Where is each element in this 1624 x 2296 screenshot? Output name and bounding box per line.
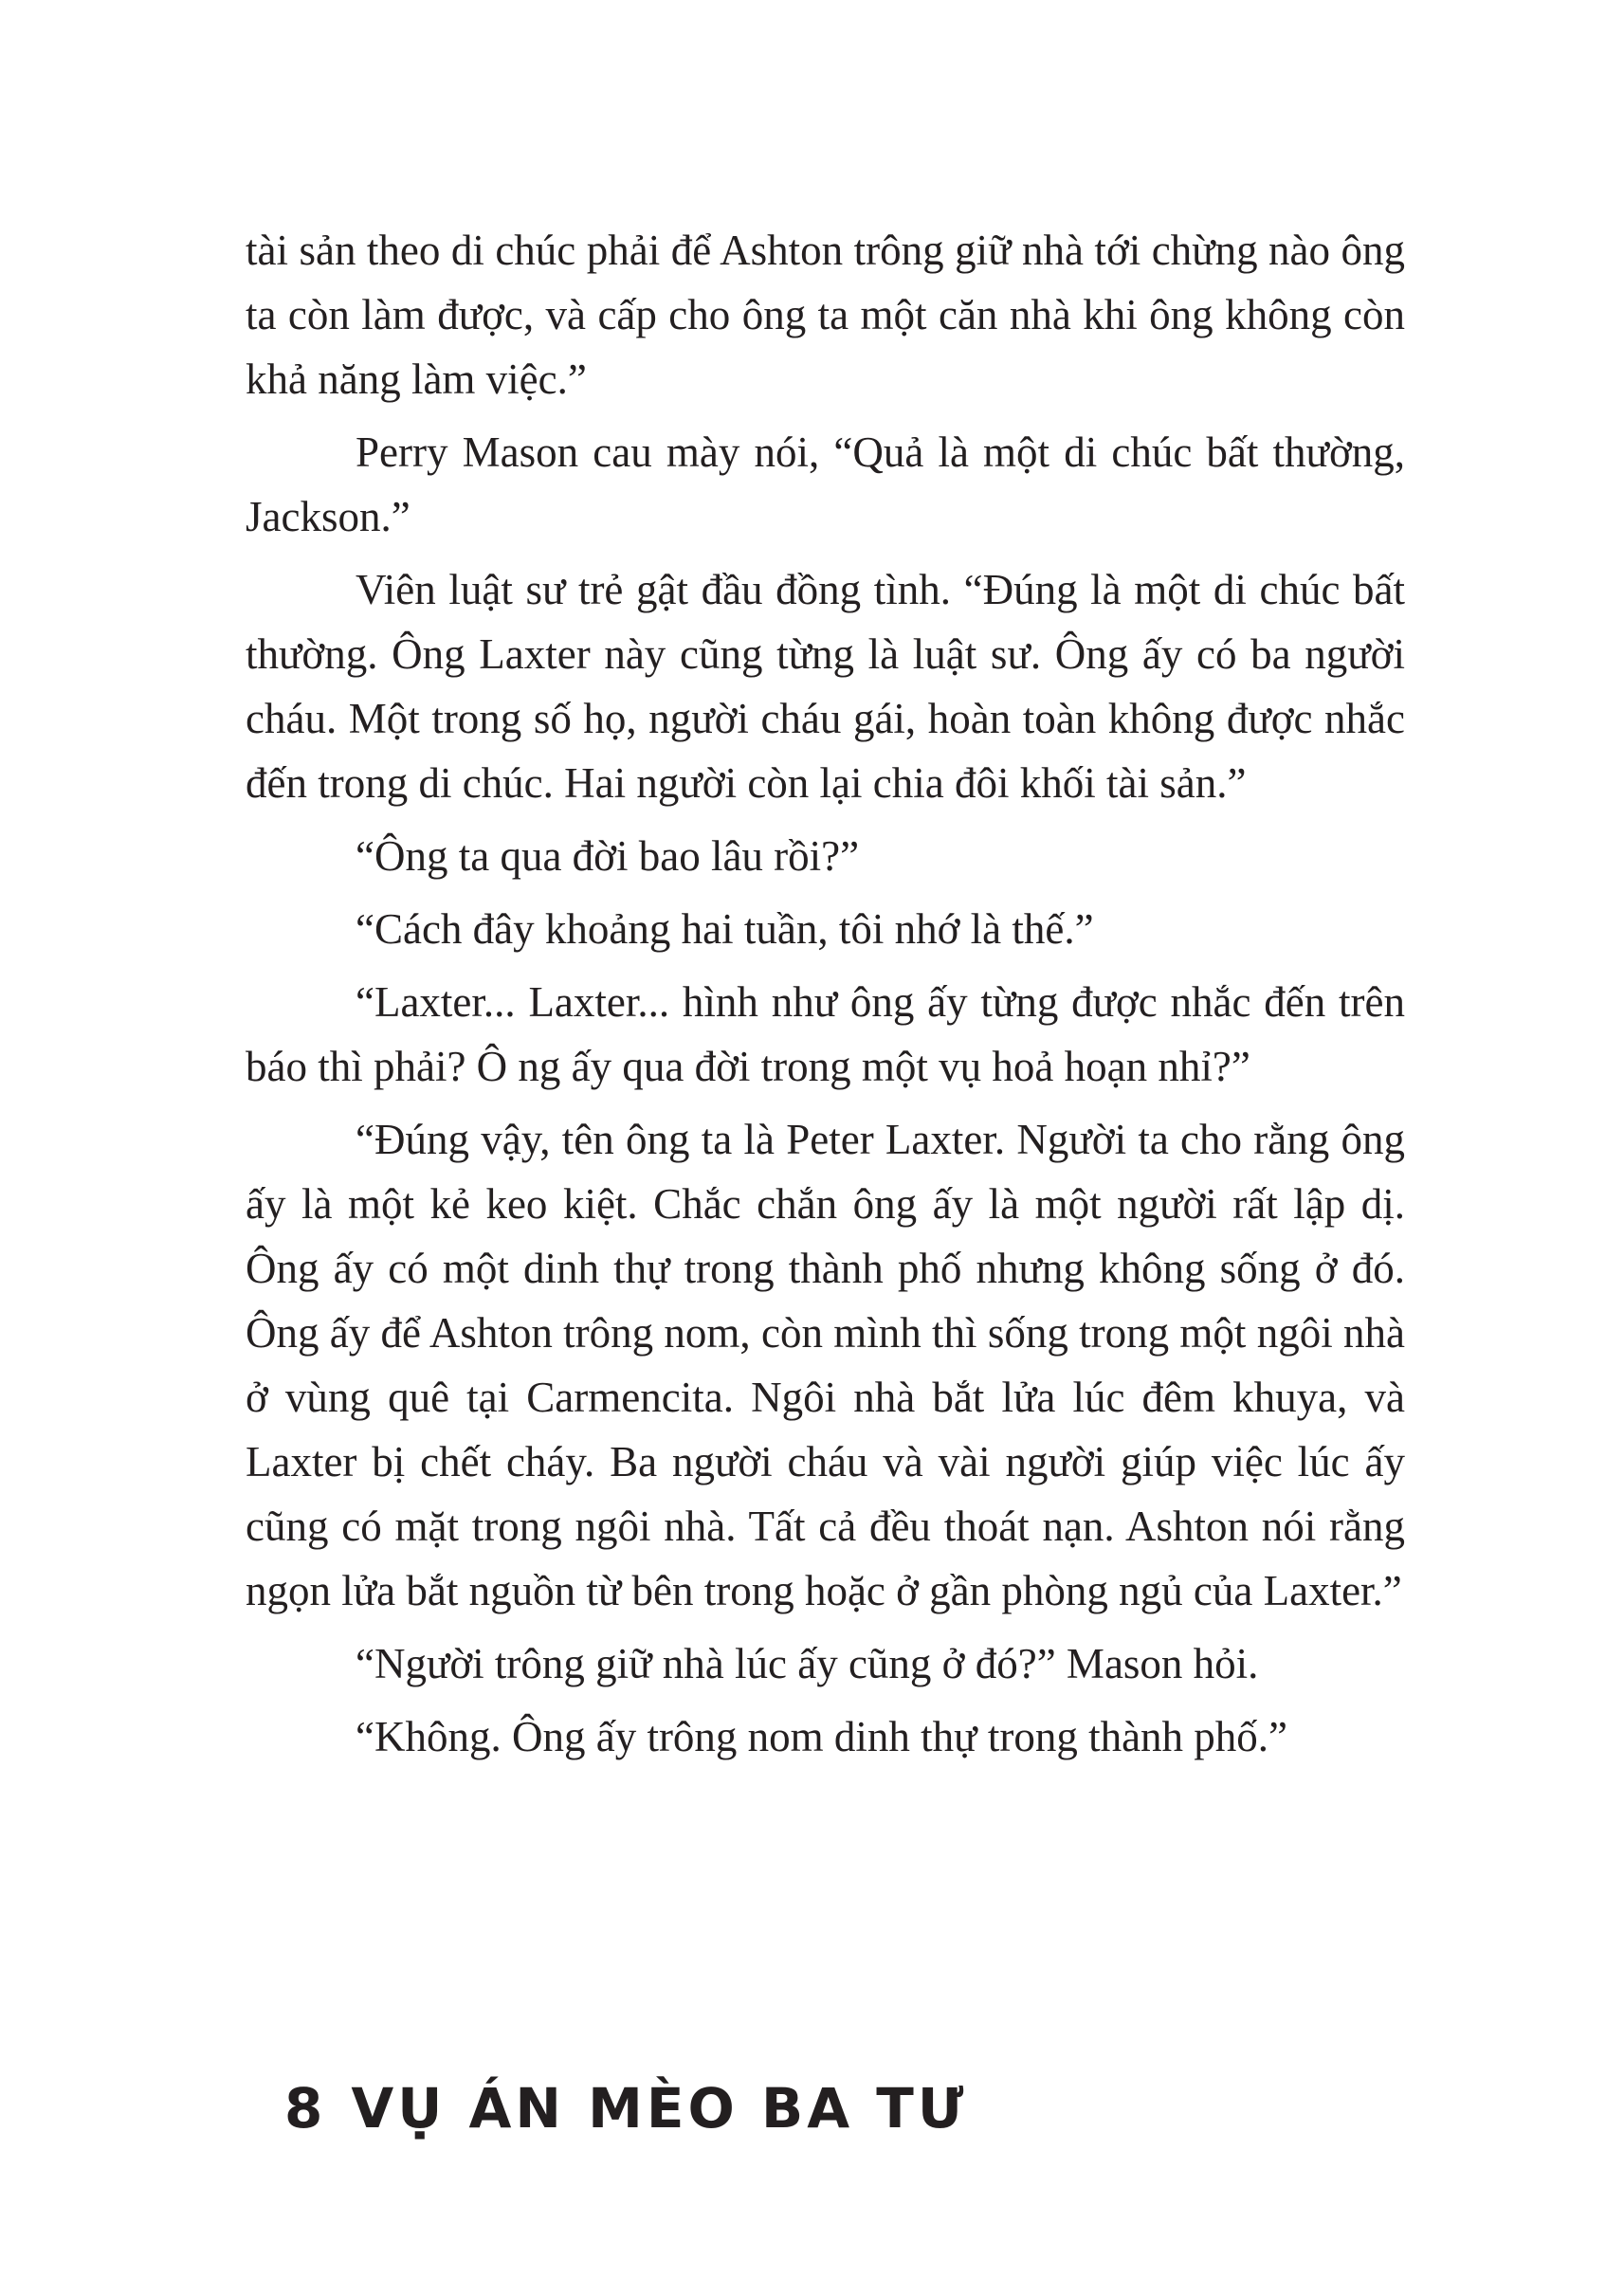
paragraph: “Laxter... Laxter... hình như ông ấy từng được nhắc đến trên báo thì phải? Ô ng ấy qua đời trong một vụ hoả hoạn nhỉ?” (246, 978, 1405, 1090)
body-text (246, 218, 1405, 1777)
book-title: VỤ ÁN MÈO BA TƯ (351, 2076, 968, 2141)
paragraph: “Cách đây khoảng hai tuần, tôi nhớ là thế.” (356, 905, 1094, 953)
paragraph: “Người trông giữ nhà lúc ấy cũng ở đó?” Mason hỏi. (356, 1640, 1259, 1687)
paragraph: “Không. Ông ấy trông nom dinh thự trong thành phố.” (356, 1713, 1288, 1760)
paragraph: Perry Mason cau mày nói, “Quả là một di chúc bất thường, Jackson.” (246, 428, 1405, 540)
page-footer (284, 2076, 967, 2141)
paragraph: Viên luật sư trẻ gật đầu đồng tình. “Đúng là một di chúc bất thường. Ông Laxter này cũng từng là luật sư. Ông ấy có ba người cháu. Một trong số họ, người cháu gái, hoàn toàn không được nhắc đến trong di chúc. Hai người còn lại chia đôi khối tài sản.” (246, 566, 1405, 807)
paragraph: “Ông ta qua đời bao lâu rồi?” (356, 832, 860, 880)
page-number: 8 (284, 2076, 327, 2141)
paragraph: tài sản theo di chúc phải để Ashton trông giữ nhà tới chừng nào ông ta còn làm được, và cấp cho ông ta một căn nhà khi ông không còn khả năng làm việc.” (246, 227, 1405, 403)
paragraph: “Đúng vậy, tên ông ta là Peter Laxter. Người ta cho rằng ông ấy là một kẻ keo kiệt. Chắc chắn ông ấy là một người rất lập dị. Ông ấy có một dinh thự trong thành phố nhưng không sống ở đó. Ông ấy để Ashton trông nom, còn mình thì sống trong một ngôi nhà ở vùng quê tại Carmencita. Ngôi nhà bắt lửa lúc đêm khuya, và Laxter bị chết cháy. Ba người cháu và vài người giúp việc lúc ấy cũng có mặt trong ngôi nhà. Tất cả đều thoát nạn. Ashton nói rằng ngọn lửa bắt nguồn từ bên trong hoặc ở gần phòng ngủ của Laxter.” (246, 1116, 1405, 1614)
